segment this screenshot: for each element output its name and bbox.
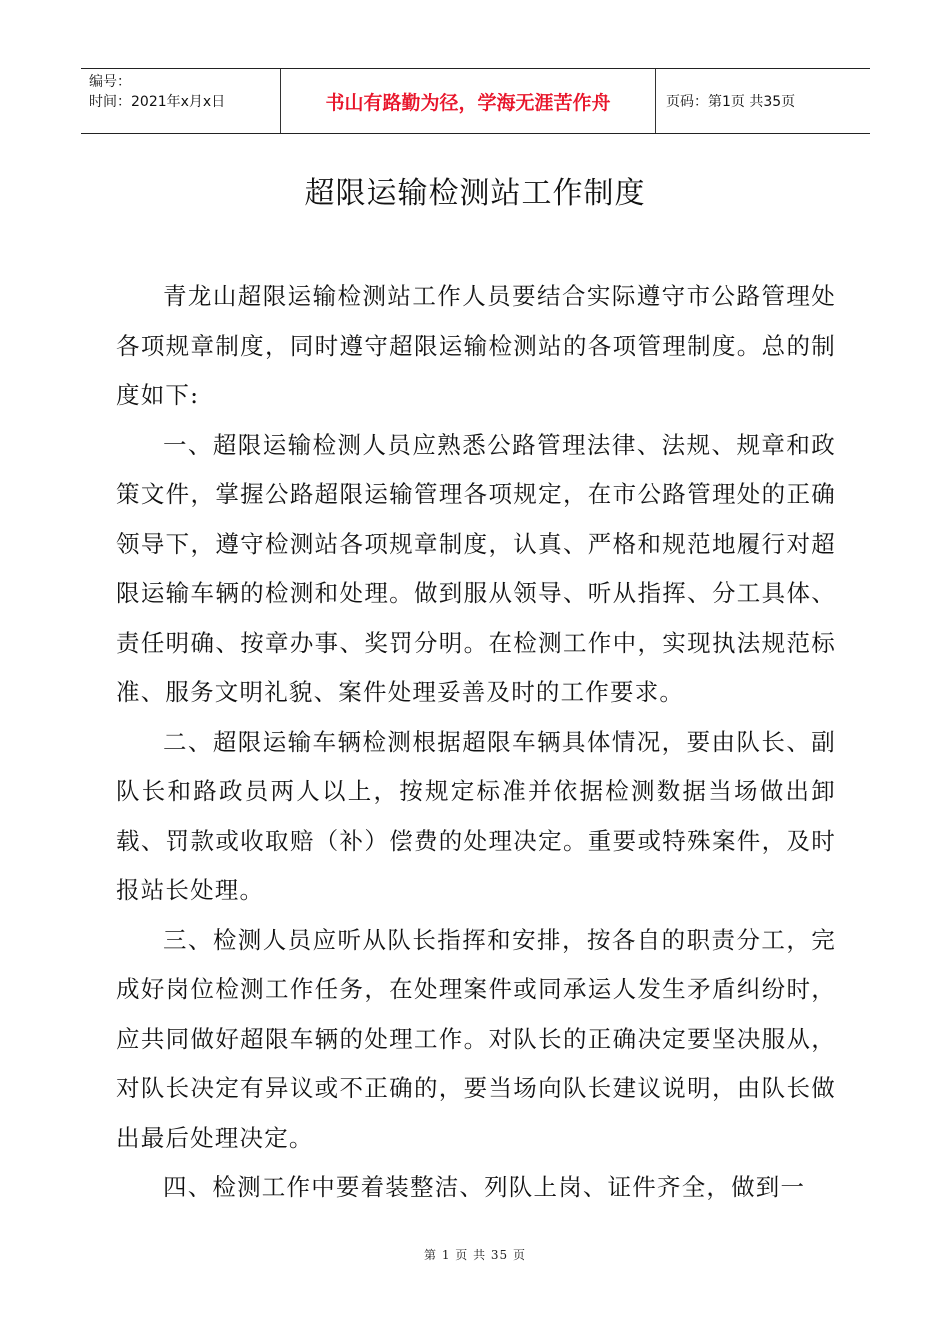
paragraph-rule-2: 二、超限运输车辆检测根据超限车辆具体情况，要由队长、副队长和路政员两人以上，按规定标准并依据检测数据当场做出卸载、罚款或收取赔（补）偿费的处理决定。重要或特殊案件，及时报站长处理。 [116,727,836,904]
page-footer: 第 1 页 共 35 页 [424,1248,526,1262]
header-motto-cell [281,69,656,133]
document-time-label: 时间：2021年x月x日 [89,94,226,110]
header-page-cell [656,69,870,133]
header-motto: 书山有路勤为径，学海无涯苦作舟 [325,91,611,114]
header-page-info: 页码：第1页 共35页 [666,94,796,110]
document-body [116,272,836,1213]
document-number-label: 编号： [89,74,131,90]
document-title: 超限运输检测站工作制度 [304,176,646,211]
paragraph-intro: 青龙山超限运输检测站工作人员要结合实际遵守市公路管理处各项规章制度，同时遵守超限运输检测站的各项管理制度。总的制度如下: [116,282,836,409]
paragraph-rule-1: 一、超限运输检测人员应熟悉公路管理法律、法规、规章和政策文件，掌握公路超限运输管理各项规定，在市公路管理处的正确领导下，遵守检测站各项规章制度，认真、严格和规范地履行对超限运输车辆的检测和处理。做到服从领导、听从指挥、分工具体、责任明确、按章办事、奖罚分明。在检测工作中，实现执法规范标准、服务文明礼貌、案件处理妥善及时的工作要求。 [116,430,836,706]
paragraph-rule-3: 三、检测人员应听从队长指挥和安排，按各自的职责分工，完成好岗位检测工作任务，在处理案件或同承运人发生矛盾纠纷时，应共同做好超限车辆的处理工作。对队长的正确决定要坚决服从，对队长决定有异议或不正确的，要当场向队长建议说明，由队长做出最后处理决定。 [116,925,836,1152]
paragraph-rule-4: 四、检测工作中要着装整洁、列队上岗、证件齐全，做到一 [163,1173,806,1201]
header-meta-cell [81,69,281,133]
document-header-table [81,68,870,134]
